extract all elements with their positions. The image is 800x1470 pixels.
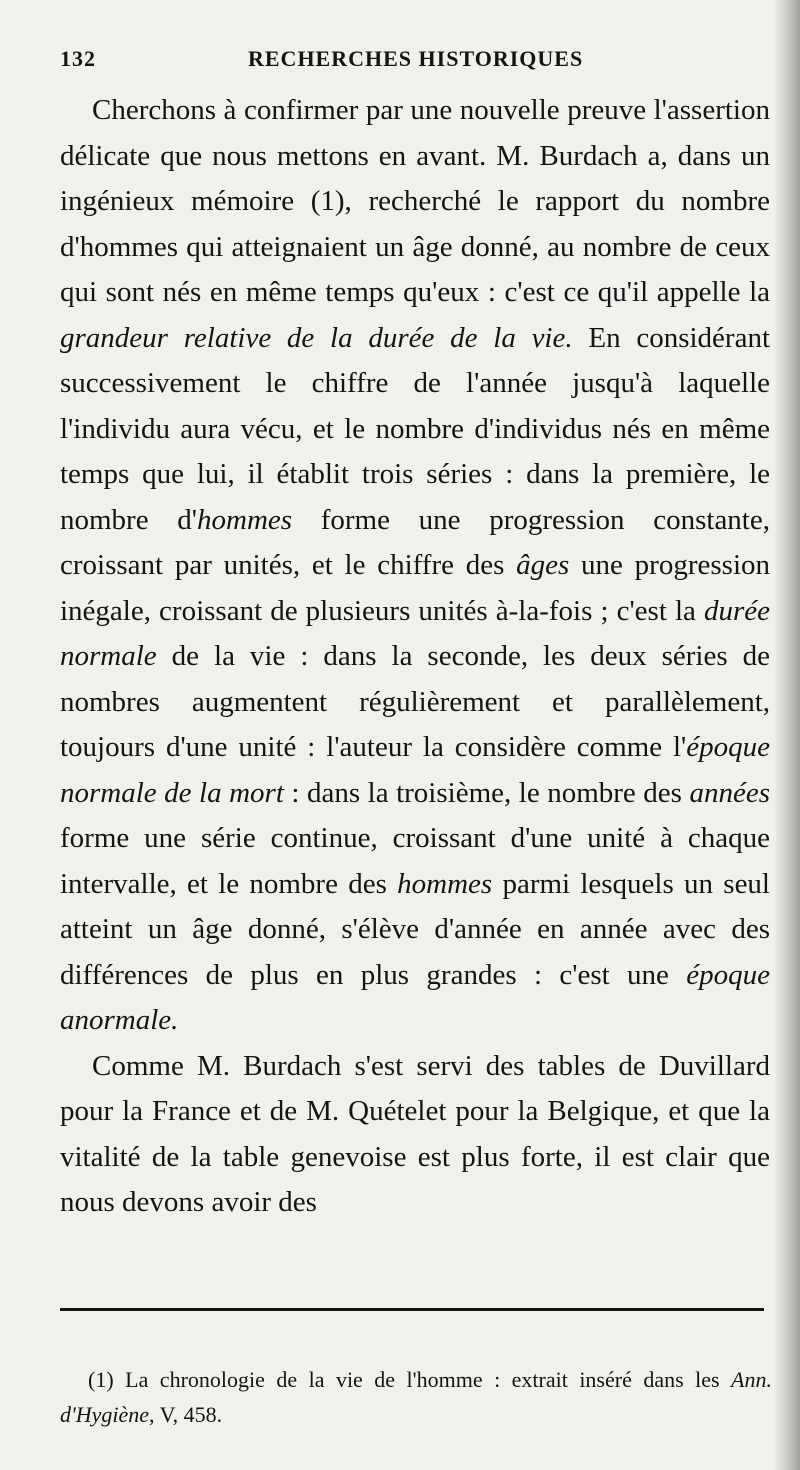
italic-run: grandeur relative de la durée de la vie. — [60, 321, 573, 354]
text-run: parmi lesquels un seul atteint un âge donné, s'élève d'année en année avec des différences de plus en plus grandes : c'est une — [60, 867, 770, 991]
footnote-rule — [60, 1308, 764, 1311]
italic-run: hommes — [397, 867, 493, 900]
footnote-text — [60, 1362, 772, 1432]
text-run: forme une série continue, croissant d'une unité à chaque intervalle, et le nombre des — [60, 822, 770, 900]
italic-run: âges — [516, 549, 570, 581]
text-run: une progression inégale, croissant de plusieurs unités à-la-fois ; c'est la — [60, 549, 770, 627]
paragraph-1 — [60, 88, 770, 1044]
body-text — [60, 88, 770, 1226]
text-run: En considérant successivement le chiffre de l'année jusqu'à laquelle l'individu aura vécu, et le nombre d'individus nés en même temps que lui, il établit trois séries : dans la première, le nombre d' — [60, 321, 771, 536]
italic-run: durée normale — [60, 594, 770, 672]
footnote — [60, 1362, 772, 1432]
italic-run: Ann. d'Hygiène — [60, 1367, 772, 1427]
italic-run: années — [689, 776, 770, 809]
text-run: : dans la troisième, le nombre des — [283, 776, 690, 809]
text-run: forme une progression constante, croissant par unités, et le chiffre des — [60, 503, 770, 581]
running-head: RECHERCHES HISTORIQUES — [248, 46, 584, 71]
italic-run: époque anormale. — [60, 958, 770, 1036]
italic-run: époque normale de la mort — [60, 731, 770, 809]
page-number: 132 — [60, 46, 96, 71]
italic-run: hommes — [197, 503, 293, 536]
paragraph-2: Comme M. Burdach s'est servi des tables de Duvillard pour la France et de M. Quételet pour la Belgique, et que la vitalité de la table genevoise est plus forte, il est clair que nous devons avoir des — [60, 1049, 770, 1218]
page-edge-shadow — [774, 0, 800, 1470]
text-run: de la vie : dans la seconde, les deux séries de nombres augmentent régulièrement et parallèlement, toujours d'une unité : l'auteur la considère comme l' — [60, 640, 770, 763]
text-run: , V, 458. — [149, 1402, 223, 1427]
text-run: Cherchons à confirmer par une nouvelle preuve l'assertion délicate que nous mettons en avant. M. Burdach a, dans un ingénieux mémoire (1), recherché le rapport du nombre d'hommes qui atteignaient un âge donné, au nombre de ceux qui sont nés en même temps qu'eux : c'est ce qu'il appelle la — [60, 94, 770, 308]
page-header — [60, 42, 760, 76]
text-run: (1) La chronologie de la vie de l'homme : extrait inséré dans les — [88, 1367, 732, 1392]
